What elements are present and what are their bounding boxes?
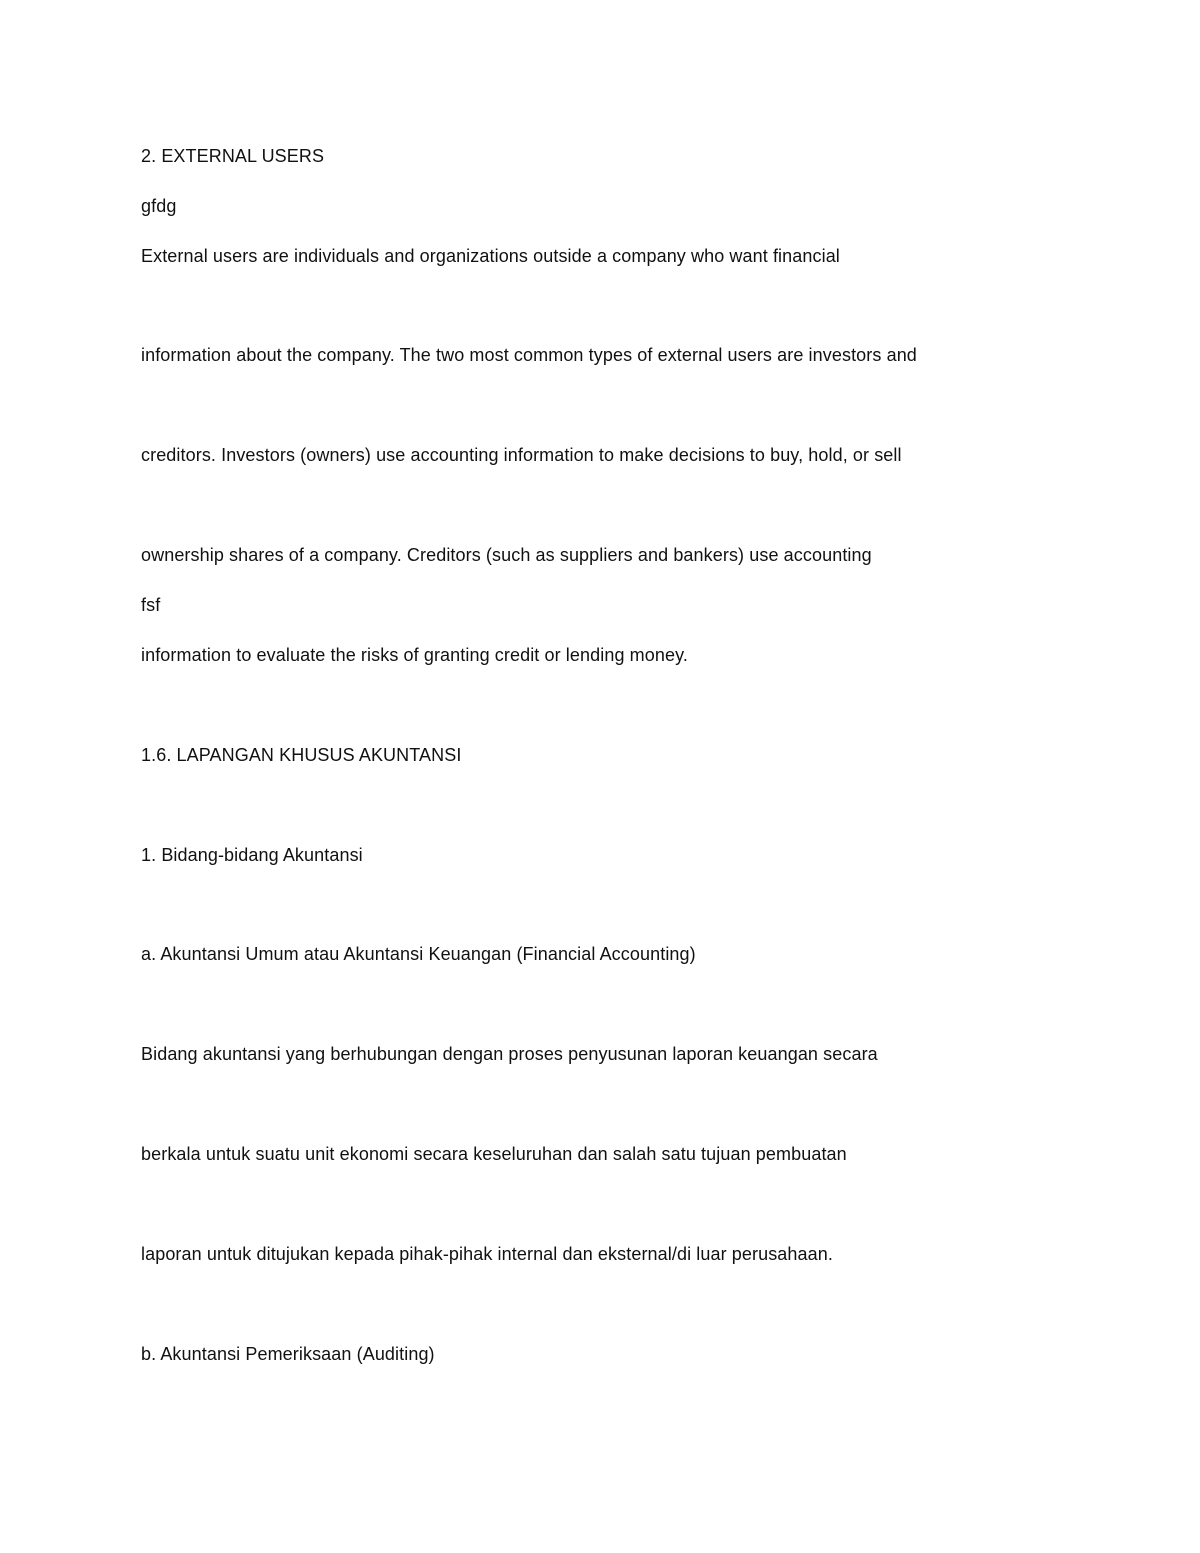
subsection-heading: a. Akuntansi Umum atau Akuntansi Keuangan (Financial Accounting) [141,944,696,964]
paragraph-line: laporan untuk ditujukan kepada pihak-pihak internal dan eksternal/di luar perusahaan. [141,1244,833,1264]
paragraph-line: information to evaluate the risks of granting credit or lending money. [141,645,688,665]
subsection-heading: 1. Bidang-bidang Akuntansi [141,845,363,865]
paragraph-line: berkala untuk suatu unit ekonomi secara keseluruhan dan salah satu tujuan pembuatan [141,1144,847,1164]
paragraph-line: creditors. Investors (owners) use accounting information to make decisions to buy, hold, or sell [141,445,902,465]
paragraph-line: information about the company. The two most common types of external users are investors and [141,345,917,365]
paragraph-line: External users are individuals and organizations outside a company who want financial [141,246,840,266]
text-line: gfdg [141,196,177,216]
subsection-heading: b. Akuntansi Pemeriksaan (Auditing) [141,1344,435,1364]
paragraph-line: ownership shares of a company. Creditors (such as suppliers and bankers) use accounting [141,545,872,565]
section-heading: 2. EXTERNAL USERS [141,146,325,166]
section-heading: 1.6. LAPANGAN KHUSUS AKUNTANSI [141,745,462,765]
text-line: fsf [141,595,161,615]
paragraph-line: Bidang akuntansi yang berhubungan dengan proses penyusunan laporan keuangan secara [141,1044,878,1064]
